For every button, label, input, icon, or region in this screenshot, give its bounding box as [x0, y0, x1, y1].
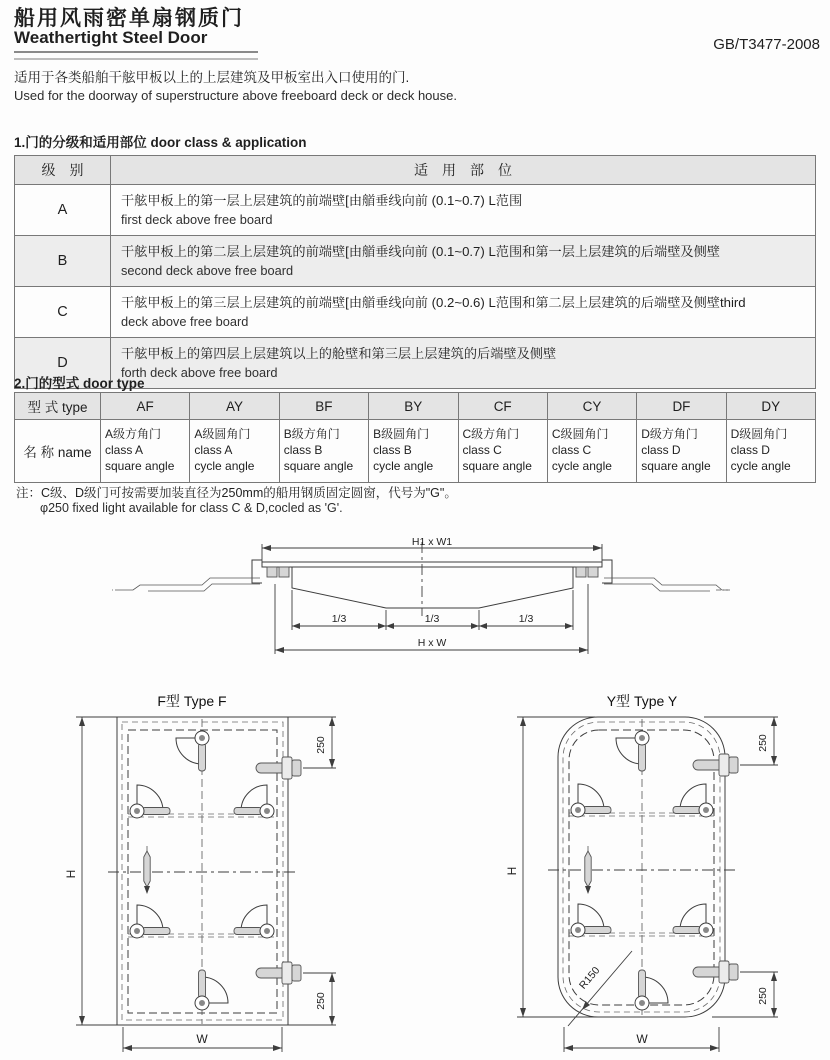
- standard-number: GB/T3477-2008: [713, 36, 820, 53]
- type-code: AY: [190, 393, 279, 420]
- type-name: class A: [194, 443, 233, 458]
- type-y-title: Y型 Type Y: [606, 693, 678, 709]
- dim-w: [123, 1027, 282, 1052]
- type-header-row: [15, 393, 816, 420]
- dog-clamp-low-right: [673, 904, 713, 937]
- type-name: D级方角门: [641, 427, 698, 442]
- type-name: B级方角门: [283, 427, 340, 442]
- type-name: square angle: [462, 458, 532, 473]
- dim-w: [564, 1027, 719, 1052]
- dog-clamp-mid-left: [130, 785, 170, 818]
- radius-callout: [568, 951, 632, 1026]
- type-name: cycle angle: [194, 458, 255, 473]
- type-code: AF: [101, 393, 190, 420]
- dog-clamp-bottom: [635, 970, 668, 1010]
- handle-lever: [144, 846, 150, 894]
- hinge-top: [693, 754, 738, 776]
- application-zh: 干舷甲板上的第一层上层建筑的前端壁[由艏垂线向前 (0.1~0.7) L范围: [121, 192, 523, 208]
- dim-label-third: 1/3: [424, 613, 440, 625]
- type-name: class D: [730, 443, 770, 458]
- dim-h1xw1: [262, 538, 602, 564]
- type-name: square angle: [105, 458, 175, 473]
- name-row-header: 名 称 name: [15, 420, 101, 483]
- type-code: CY: [547, 393, 636, 420]
- dim-one-third: [292, 590, 573, 630]
- type-code: DF: [637, 393, 726, 420]
- dog-clamp-mid-left: [571, 784, 611, 817]
- handle-lever: [585, 846, 591, 894]
- application-zh: 干舷甲板上的第二层上层建筑的前端壁[由艏垂线向前 (0.1~0.7) L范围和第一层上层建筑的后端壁及侧壁: [121, 243, 720, 259]
- type-name: class B: [373, 443, 412, 458]
- radius-label: R150: [577, 964, 603, 992]
- dim-250-top: [704, 717, 778, 765]
- note-text-zh: 注：C级、D级门可按需要加装直径为250mm的船用钢质固定圆窗，代号为"G"。: [16, 486, 457, 500]
- col-header-class: 级 别: [15, 156, 111, 185]
- type-y-drawing: [490, 688, 830, 1060]
- application-zh: 干舷甲板上的第三层上层建筑的前端壁[由艏垂线向前 (0.2~0.6) L范围和第二层上层建筑的后端壁及侧壁third: [121, 294, 746, 310]
- type-code: BF: [279, 393, 368, 420]
- right-mounting-bracket: [604, 578, 730, 591]
- application-en: first deck above free board: [121, 212, 273, 228]
- class-cell: D: [15, 338, 111, 389]
- application-en: second deck above free board: [121, 263, 294, 279]
- cross-section-drawing: [110, 538, 730, 670]
- dim-label-h: H: [64, 869, 78, 879]
- type-name: B级圆角门: [373, 427, 430, 442]
- class-cell: A: [15, 185, 111, 236]
- type-code: DY: [726, 393, 815, 420]
- page-title-zh: 船用风雨密单扇钢质门: [14, 7, 244, 30]
- type-name: class B: [283, 443, 323, 458]
- name-row: [15, 420, 816, 483]
- dim-label-third: 1/3: [518, 613, 534, 625]
- type-code: BY: [369, 393, 458, 420]
- type-name: cycle angle: [730, 458, 791, 473]
- dim-label-250: 250: [315, 736, 327, 754]
- type-name: A级方角门: [105, 427, 162, 442]
- type-name: class C: [551, 443, 592, 458]
- application-zh: 干舷甲板上的第四层上层建筑以上的舱壁和第三层上层建筑的后端壁及侧壁: [121, 345, 557, 361]
- type-name: square angle: [283, 458, 354, 473]
- door-type-table: [14, 392, 816, 483]
- col-header-application: 适 用 部 位: [111, 156, 816, 185]
- type-name: class C: [462, 443, 502, 458]
- title-underline: [14, 51, 258, 60]
- dog-clamp-low-left: [130, 905, 170, 938]
- dim-h: [64, 717, 117, 1025]
- dim-label-third: 1/3: [331, 613, 347, 625]
- dog-clamp-low-left: [571, 904, 611, 937]
- type-name: C级方角门: [462, 427, 520, 442]
- dim-label-h: H: [505, 866, 519, 876]
- dim-label-250: 250: [757, 987, 769, 1005]
- hinge-bottom: [256, 962, 301, 984]
- table-row: [15, 185, 816, 236]
- type-name: class A: [105, 443, 144, 458]
- type-name: square angle: [641, 458, 711, 473]
- door-section-frame: [252, 560, 612, 583]
- intro-text-zh: 适用于各类船舶干舷甲板以上的上层建筑及甲板室出入口使用的门.: [14, 70, 410, 85]
- dog-clamp-mid-right: [234, 785, 274, 818]
- type-f-title: F型 Type F: [157, 693, 227, 709]
- dog-clamp-top: [616, 731, 649, 771]
- table-row: [15, 287, 816, 338]
- dog-clamp-low-right: [234, 905, 274, 938]
- dim-label-w: W: [636, 1032, 648, 1046]
- class-cell: C: [15, 287, 111, 338]
- type-name: class D: [641, 443, 681, 458]
- dim-label-250: 250: [757, 734, 769, 752]
- page-title-en: Weathertight Steel Door: [14, 28, 208, 47]
- dog-clamp-bottom: [195, 970, 228, 1010]
- application-en: deck above free board: [121, 314, 249, 330]
- door-section-panel: [292, 567, 573, 608]
- type-name: A级圆角门: [194, 427, 251, 442]
- door-class-table: [14, 155, 816, 389]
- type-f-drawing: [60, 688, 360, 1060]
- section1-heading: 1.门的分级和适用部位 door class & application: [14, 135, 307, 150]
- note-text-en: φ250 fixed light available for class C & D,cocled as 'G'.: [40, 501, 343, 515]
- dim-label-h1w1: H1 x W1: [411, 538, 453, 548]
- type-name: cycle angle: [551, 458, 612, 473]
- application-en: forth deck above free board: [121, 365, 278, 381]
- dim-label-w: W: [196, 1032, 208, 1046]
- table-row: [15, 236, 816, 287]
- dim-label-250: 250: [315, 992, 327, 1010]
- dim-label-hxw: H x W: [417, 637, 447, 649]
- hinge-top: [256, 757, 301, 779]
- type-name: C级圆角门: [551, 427, 609, 442]
- left-mounting-bracket: [110, 578, 260, 591]
- type-code: CF: [458, 393, 547, 420]
- type-name: cycle angle: [373, 458, 434, 473]
- dog-clamp-mid-right: [673, 784, 713, 817]
- table-header-row: [15, 156, 816, 185]
- hinge-bottom: [693, 961, 738, 983]
- dog-clamp-top: [176, 731, 209, 771]
- type-name: D级圆角门: [730, 427, 788, 442]
- section2-heading: 2.门的型式 door type: [14, 376, 145, 391]
- class-cell: B: [15, 236, 111, 287]
- intro-text-en: Used for the doorway of superstructure above freeboard deck or deck house.: [14, 88, 457, 103]
- type-row-header: 型 式 type: [15, 393, 101, 420]
